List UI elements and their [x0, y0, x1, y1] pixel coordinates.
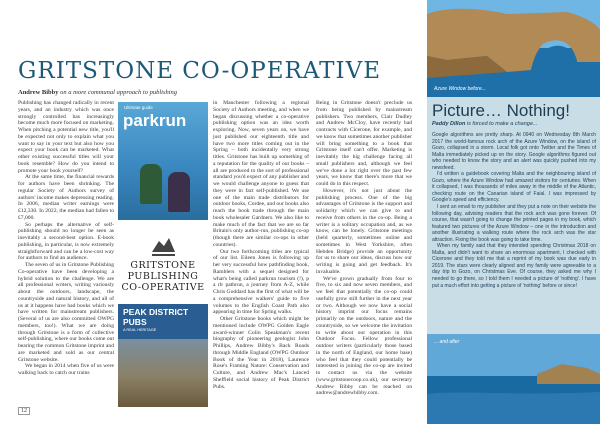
paragraph: I'd written a guidebook covering Malta and the neighbouring island of Gozo, where the Azure Window had amazed visitors for centuries. When it collapsed, I was thousands of miles away in the middle of the Atlantic, checking route on the Canarian island of Faial. I was impressed by Google's speed and efficiency. [432, 171, 596, 204]
paragraph: So perhaps the alternative of self-publishing should no longer be seen as inevitably a second-best option. E-book publishing, in particular, is now extremely straightforward and can be a low-cost way for authors to find an audience. [18, 221, 114, 262]
sidebar-byline [432, 121, 537, 127]
paragraph: We began in 2014 when five of us were walking back to catch our trains [18, 363, 114, 376]
book-covers [118, 102, 208, 407]
logo-line-1: GRITSTONE [130, 260, 196, 271]
paragraph: Google algorithms are pretty sharp. At 0940 on Wednesday 8th March 2017 the world-famous rock arch of the Azure Window, on the island of Gozo, collapsed in a storm. Local folk got onto Twitter and the Times of Malta immediately picked up on the story. Google algorithms figured out who needed to know the story and an alert was quickly pushed into my newsfeed. [432, 132, 596, 171]
paragraph: However, it's not just about the publishing process. One of the big advantages of Gritstone is the support and solidarity which we can give to and receive from others in the co-op. Being a writer is a solitary occupation and, as we know, can be lonely. Gritstone meetings (held quarterly, sometimes online and sometimes in West Yorkshire, often Hebden Bridge) provide an opportunity for us to share our ideas, discuss how our writing is going and get feedback. It's invaluable. [316, 187, 412, 275]
article-headline: GRITSTONE CO-OPERATIVE [18, 58, 381, 84]
azure-window-after-image [427, 334, 600, 424]
logo-line-3: CO-OPERATIVE [121, 282, 205, 293]
parkrun-book-cover [118, 102, 208, 220]
article-column-2 [213, 100, 309, 390]
page-number: 12 [18, 407, 30, 415]
azure-window-after-photo [427, 334, 600, 424]
article-column-3 [316, 100, 412, 397]
article-byline [18, 89, 177, 96]
paragraph: Publishing has changed radically in recent years, and an industry which was once strongly controlled has increasingly become much more focused on marketing. When pitching a potential new title, you'll be expected not only to explain what you want to say in your text but also how you expect your book can be marketed. What other existing successful titles will your book resemble? How do you intend to promote your book yourself? [18, 100, 114, 174]
paragraph: Our two forthcoming titles are typical of our list. Eileen Jones is following up her very successful how pathfinding book, Ramblers with a sequel designed for what's being called parkrun tourism (!), p a rlr pathrun, a journey from A-Z, while Chris Goddard has the first of what will be a comprehensive walkers' guide to five volumes to the English Coast Path also appearing in time for Spring walks. [213, 248, 309, 316]
cover-small-text: Ultimate guide [124, 105, 153, 110]
paragraph: Other Gritstone books which might be mentioned include OWPG Golden Eagle award-winner Colin Speakman's recent biography of pioneering geologist John Phillips, Andrew Bibby's Back Roads through Middle England (OWPG Outdoor Book of the Year in 2018), Laurence Rose's Framing Nature: Conservation and Culture, and Andrew Mac's Lanced Sheffield social history of Peak District Pubs. [213, 316, 309, 390]
paragraph: When my family said that they intended spending Christmas 2018 on Malta, and didn't want to share an enormous apartment, I checked with Cicerone and they told me that a reprint of my book was due early in 2019. The stars were clearly aligned and my family were agreeable to a day trip to Gozo, on Christmas Eve. Of course, they asked me why I needed to go there, so I told them I needed a picture of 'nothing'. I have put a much effort into getting a picture of 'nothing' before or since! [432, 243, 596, 289]
byline-text: on a more communal approach to publishing [58, 89, 178, 96]
photo-caption: Azure Window before... [434, 86, 486, 92]
paragraph: in Manchester following a regional Society of Authors meeting, and when we began discussing whether a co-operative publishing option was an idea worth exploring. Now, seven years on, we have just published our eighteenth title and have two more titles coming out in the Spring – both incidentally very strong titles. Gritstone has built up something of a reputation for the quality of our books – all are produced to the sort of professional standard you'd expect of any publisher and we would challenge anyone to guess that they were in fact self-published. We use one of the main trade distributors for outdoor books, Cordee, and our books also reach the book trade through the main book wholesaler Gardners. We also like to make much of the fact that we are so far Britain's only author-run, publishing co-op (though there are similar co-ops in other countries). [213, 100, 310, 248]
gritstone-logo [118, 226, 208, 298]
logo-line-2: PUBLISHING [127, 271, 199, 282]
runner-figure-icon [140, 164, 162, 204]
gritstone-mountain-icon [149, 230, 177, 258]
peak-district-pubs-cover [118, 304, 208, 407]
sidebar-byline-text: is forced to make a change... [465, 121, 538, 127]
paragraph: We've grown gradually from four to five, to six and now seven members, and we feel that potentially the co-op could usefully grow still further in the next year or two. Although we now have a social history imprint our focus remains primarily on the outdoors, nature and the countryside, so we welcome the invitation to write about our operation in this Outdoor Focus. Fellow professional outdoor writers (particularly those based in the north of England, our home base) who feel that they could potentially be interested in joining the co-op are invited to contact us via the website (www.gritstonecoop.co.uk), our secretary Andrew Bibby can be reached on andrew@andrewbibby.com. [316, 275, 412, 397]
byline-author: Andrew Bibby [18, 89, 59, 96]
cover-title: parkrun [123, 111, 187, 130]
paragraph: The seven of us in Gritstone Publishing Co-operative have been developing a hybrid solution to the challenge. We are all professional writers, writing variously about the outdoors, landscape, the countryside and natural history, and all of us at it happens have had books which we have written for mainstream publishers. (Several of us are also committed OWPG members, too!). What we are doing through Gritstone is a form of collective self-publishing, where our books come out bearing the common Gritstone imprint and are marketed and sold as our central Gritstone website. [18, 262, 114, 363]
paragraph: I sent an email to my publisher and they put a note on their website the following day, advising readers that the rock arch was gone forever. Of course, that wasn't going to change the printed pages in my book, which featured two pictures of the Azure Window – one in the introduction and another illustrating a walking route where the rock arch was the star attraction. Fixing the book was going to take time. [432, 204, 596, 243]
azure-window-arch-image [427, 0, 600, 97]
cover-title: PEAK DISTRICT PUBS [123, 307, 189, 327]
article-column-1 [18, 100, 114, 377]
paragraph: Being in Gritstone doesn't preclude us from being published by mainstream publishers. Two members, Clair Dudley and Andrew McCloy, have recently had contracts with Cicerone, for example, and we know that sometimes another publisher will bring something to a book that Gritstone itself can't offer. Marketing is inevitably the big challenge facing all small publishers and, although we feel we've done a lot right over the past few years, we know that there's more that we could do in this respect. [316, 100, 412, 187]
cover-subtitle: A REAL HERITAGE [123, 328, 157, 332]
photo2-caption: ... and after [434, 339, 460, 345]
sidebar-body [432, 132, 596, 289]
sidebar-byline-author: Paddy Dillon [432, 121, 466, 127]
runner-figure-icon [168, 172, 190, 212]
sidebar-headline: Picture… Nothing! [432, 101, 570, 120]
azure-window-before-photo [427, 0, 600, 97]
paragraph: At the same time, the financial rewards for authors have been shrinking. The regular Society of Authors survey of authors' income makes depressing reading. In 2006, median writer earnings were £12,330. In 2022, the median had fallen to £7,000. [18, 174, 114, 221]
